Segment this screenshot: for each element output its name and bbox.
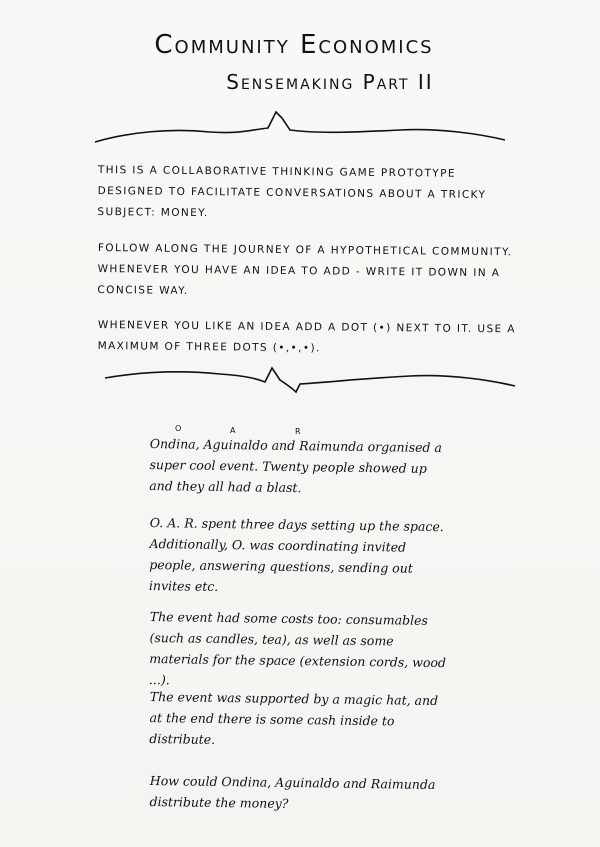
mountain-divider-bottom <box>100 362 520 408</box>
story-question: How could Ondina, Aguinaldo and Raimunda distribute the money? <box>149 772 436 811</box>
initial-mark-o: O <box>175 424 182 433</box>
intro-paragraph-2: FOLLOW ALONG THE JOURNEY OF A HYPOTHETICAL COMMUNITY. WHENEVER YOU HAVE AN IDEA TO ADD - WRITE IT DOWN IN A CONCISE WAY. <box>97 241 513 297</box>
intro-paragraph-3: WHENEVER YOU LIKE AN IDEA ADD A DOT (•) NEXT TO IT. USE A MAXIMUM OF THREE DOTS (•,•,•). <box>97 318 516 355</box>
story-paragraph-3: The event had some costs too: consumables (such as candles, tea), as well as some materials for the space (extension cords, wood ...). <box>148 608 447 688</box>
story-paragraph-4: The event was supported by a magic hat, and at the end there is some cash inside to distribute. <box>149 688 439 747</box>
page-title: Community Economics <box>154 30 434 60</box>
initial-mark-r: R <box>295 427 301 436</box>
story-paragraph-1: Ondina, Aguinaldo and Raimunda organised a super cool event. Twenty people showed up and they all had a blast. <box>149 435 443 496</box>
initial-mark-a: A <box>230 426 236 435</box>
intro-paragraph-1: THIS IS A COLLABORATIVE THINKING GAME PROTOTYPE DESIGNED TO FACILITATE CONVERSATIONS ABOUT A TRICKY SUBJECT: MONEY. <box>97 163 487 220</box>
page-subtitle: Sensemaking Part II <box>226 70 434 94</box>
mountain-divider-top <box>90 108 510 154</box>
story-paragraph-2: O. A. R. spent three days setting up the space. Additionally, O. was coordinating invited people, answering questions, sending out invites etc. <box>148 514 444 594</box>
